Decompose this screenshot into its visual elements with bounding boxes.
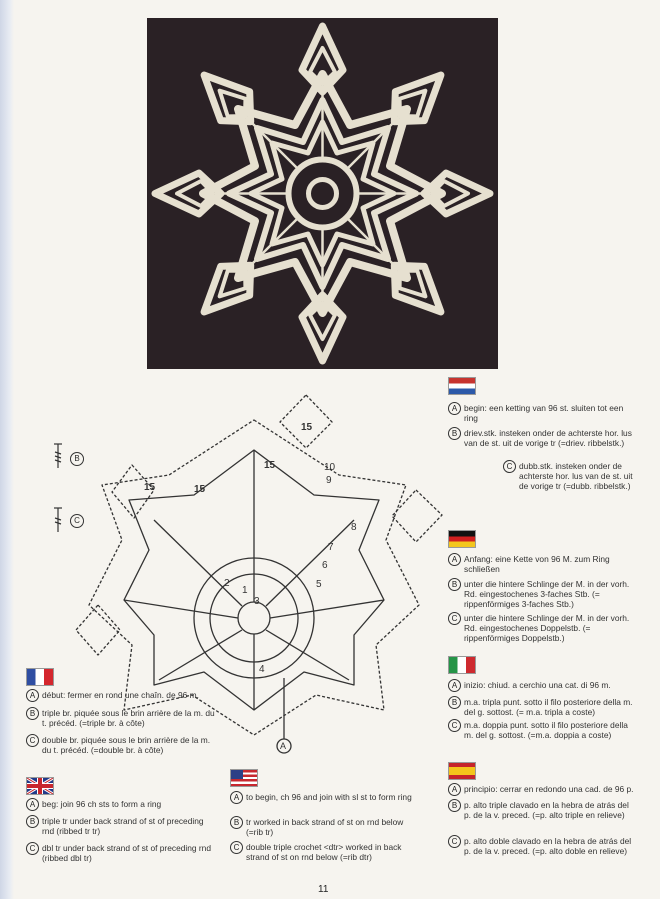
italian-flag-icon bbox=[448, 656, 476, 674]
chain-count-label: 15 bbox=[301, 422, 313, 433]
row-label-4: 4 bbox=[259, 664, 265, 675]
instruction-es-b: B p. alto triple clavado en la hebra de atrás del p. de la v. preced. (=p. alto triple en relieve) bbox=[448, 800, 638, 820]
spanish-flag-icon bbox=[448, 762, 476, 780]
instruction-de-a: A Anfang: eine Kette von 96 M. zum Ring schließen bbox=[448, 554, 638, 574]
row-label-7: 7 bbox=[328, 542, 334, 553]
german-flag-icon bbox=[448, 530, 476, 548]
chain-count-label: 15 bbox=[264, 460, 276, 471]
row-label-5: 5 bbox=[316, 579, 322, 590]
row-label-10: 10 bbox=[324, 462, 336, 473]
legend-letter-c: C bbox=[70, 514, 84, 528]
instruction-de-c: C unter die hintere Schlinge der M. in der vorh. Rd. eingestochenes Doppelstb. (= rippenförmiges Doppelstb.) bbox=[448, 613, 638, 643]
american-flag-icon bbox=[230, 769, 258, 787]
british-flag-icon bbox=[26, 777, 54, 795]
crochet-motif-photo bbox=[147, 18, 498, 369]
instruction-uk-a: A beg: join 96 ch sts to form a ring bbox=[26, 799, 216, 809]
row-label-6: 6 bbox=[322, 560, 328, 571]
legend-letter-b: B bbox=[70, 452, 84, 466]
instruction-fr-b: B triple br. piquée sous le brin arrière de la m. du t. précéd. (=triple br. à côte) bbox=[26, 708, 216, 728]
instruction-it-a: A inizio: chiud. a cerchio una cat. di 96 m. bbox=[448, 680, 638, 690]
chain-count-label: 15 bbox=[144, 482, 156, 493]
crochet-star-motif-image bbox=[147, 18, 498, 369]
row-label-3: 3 bbox=[254, 596, 260, 607]
instruction-uk-c: C dbl tr under back strand of st of preceding rnd (ribbed dbl tr) bbox=[26, 843, 216, 863]
book-binding-edge bbox=[0, 0, 14, 899]
instruction-fr-a: A début: fermer en rond une chaîn. de 96 m. bbox=[26, 690, 216, 700]
page-number: 11 bbox=[318, 884, 329, 895]
row-label-9: 9 bbox=[326, 475, 332, 486]
instruction-nl-b: B driev.stk. insteken onder de achterste hor. lus van de st. uit de vorige tr (=driev. ribbelstk.) bbox=[448, 428, 638, 448]
instruction-es-c: C p. alto doble clavado en la hebra de atrás del p. de la v. preced. (=p. alto doble en relieve) bbox=[448, 836, 638, 856]
instruction-it-b: B m.a. tripla punt. sotto il filo posteriore della m. del g. sottost. (= m.a. tripla a coste) bbox=[448, 697, 638, 717]
french-flag-icon bbox=[26, 668, 54, 686]
chain-count-label: 15 bbox=[194, 484, 206, 495]
instruction-nl-a: A begin: een ketting van 96 st. sluiten tot een ring bbox=[448, 403, 638, 423]
instruction-es-a: A principio: cerrar en redondo una cad. de 96 p. bbox=[448, 784, 638, 794]
row-label-1: 1 bbox=[242, 585, 248, 596]
instruction-it-c: C m.a. doppia punt. sotto il filo posteriore della m. del g. sottost. (=m.a. doppia a coste) bbox=[448, 720, 638, 740]
instruction-uk-b: B triple tr under back strand of st of preceding rnd (ribbed tr tr) bbox=[26, 816, 216, 836]
instruction-nl-c: C dubb.stk. insteken onder de achterste hor. lus van de st. uit de vorige tr (=dubb. ribbelstk.) bbox=[503, 461, 638, 491]
instruction-us-c: C double triple crochet <dtr> worked in back strand of st on rnd below (=rib dtr) bbox=[230, 842, 420, 862]
instruction-us-b: B tr worked in back strand of st on rnd below (=rib tr) bbox=[230, 817, 420, 837]
instruction-fr-c: C double br. piquée sous le brin arrière de la m. du t. précéd. (=double br. à côte) bbox=[26, 735, 216, 755]
dutch-flag-icon bbox=[448, 377, 476, 395]
double-treble-symbol bbox=[52, 507, 64, 533]
instruction-de-b: B unter die hintere Schlinge der M. in der vorh. Rd. eingestochenes 3-faches Stb. (= rippenförmiges 3-faches Stb.) bbox=[448, 579, 638, 609]
instruction-us-a: A to begin, ch 96 and join with sl st to form ring bbox=[230, 792, 420, 802]
start-marker-label: A bbox=[280, 741, 287, 751]
row-label-2: 2 bbox=[224, 578, 230, 589]
row-label-8: 8 bbox=[351, 522, 357, 533]
triple-treble-symbol bbox=[52, 443, 64, 469]
